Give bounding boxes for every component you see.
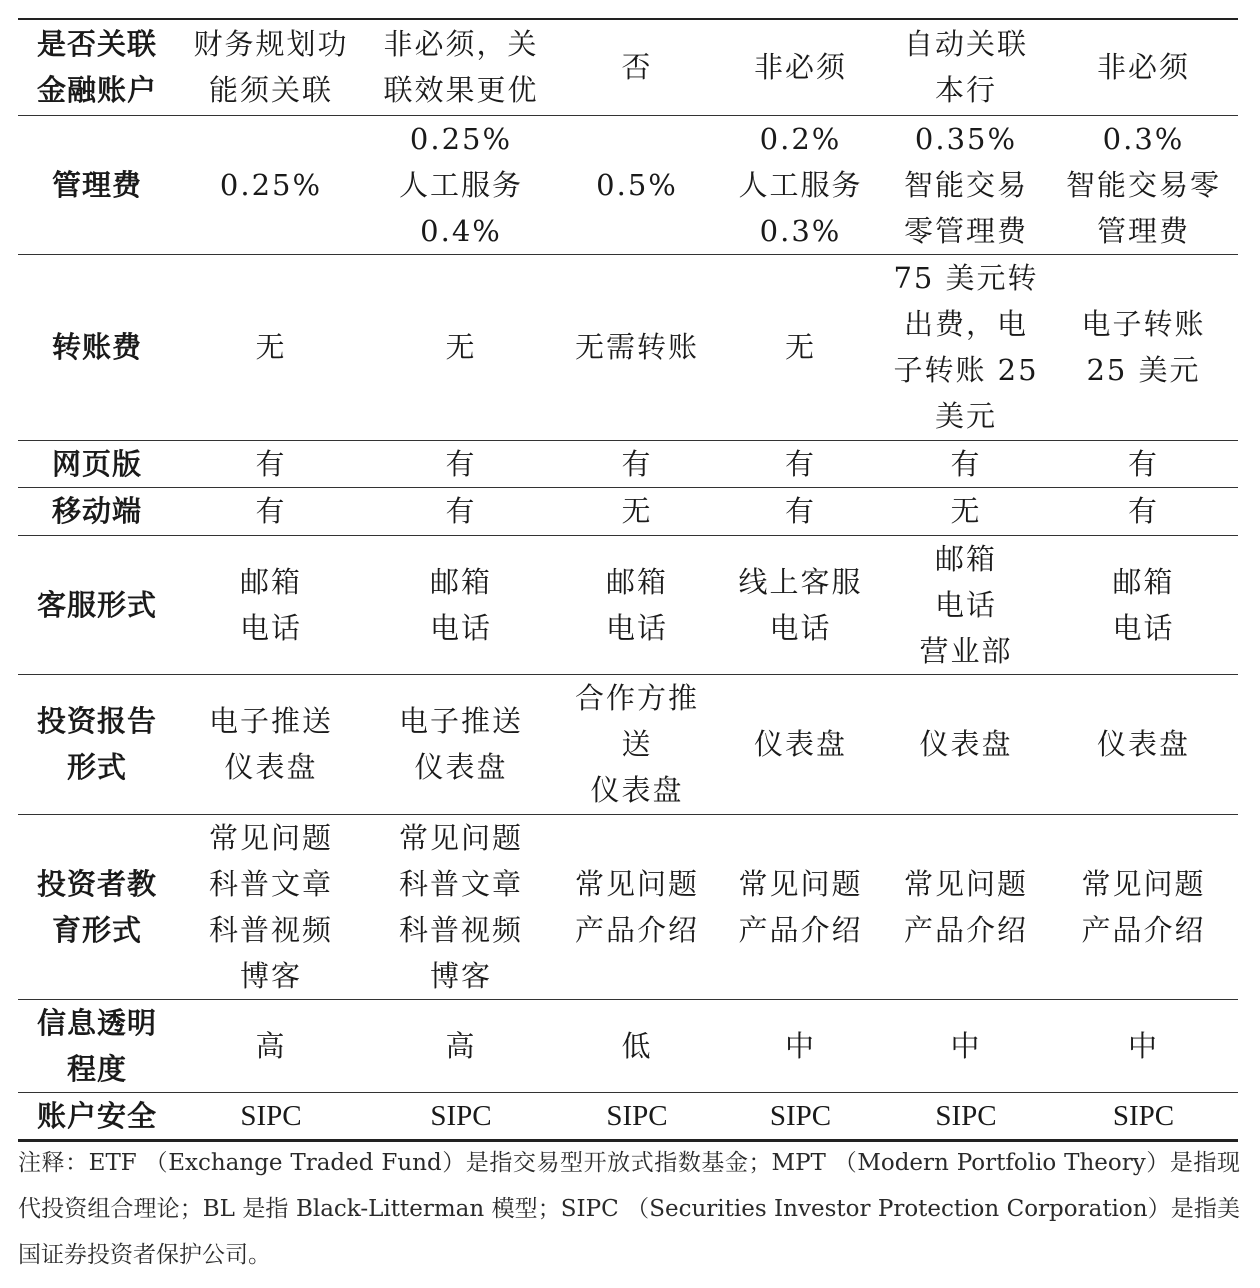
row-header-mobile: [18, 487, 176, 535]
row-header-link: [18, 19, 176, 115]
row-header-line: 投资者教: [36, 866, 157, 901]
cell-line: 电子推送: [208, 704, 333, 738]
cell-line: 管理费: [1096, 213, 1190, 248]
cell-line: 有: [445, 446, 477, 481]
table-row-security: [18, 1092, 1238, 1140]
cell-line: 仪表盘: [753, 727, 847, 761]
row-header-line: 移动端: [51, 494, 142, 528]
table-cell-web-5: [883, 440, 1049, 487]
table-cell-education-5: [883, 814, 1049, 999]
row-header-line: 投资报告: [36, 704, 157, 738]
table-cell-link-4: [718, 19, 883, 115]
row-header-line: 账户安全: [36, 1098, 157, 1133]
table-row-education: [18, 814, 1238, 999]
cell-line: 仪表盘: [1096, 727, 1190, 761]
cell-line: 高: [445, 1028, 477, 1063]
cell-line: 中: [1127, 1028, 1159, 1063]
table-cell-fee-1: [176, 115, 366, 254]
table-cell-transparency-3: [556, 999, 718, 1092]
cell-line: 出费，电: [903, 307, 1028, 341]
table-cell-web-1: [176, 440, 366, 487]
cell-line: SIPC: [240, 1099, 302, 1132]
cell-line: 0.25%: [409, 121, 513, 156]
table-cell-transfer-3: [556, 254, 718, 440]
table-cell-transparency-5: [883, 999, 1049, 1092]
cell-line: 25 美元: [1086, 353, 1201, 387]
cell-line: 非必须: [753, 50, 847, 85]
row-header-education: [18, 814, 176, 999]
cell-line: 能须关联: [208, 73, 333, 108]
cell-line: 产品介绍: [574, 912, 699, 947]
cell-line: 产品介绍: [903, 912, 1028, 947]
cell-line: 0.2%: [759, 121, 842, 156]
row-header-web: [18, 440, 176, 487]
cell-line: SIPC: [1112, 1099, 1175, 1132]
table-cell-fee-2: [366, 115, 556, 254]
cell-line: 低: [621, 1028, 653, 1063]
cell-line: 无: [255, 330, 287, 364]
cell-line: 财务规划功: [193, 27, 349, 62]
table-cell-web-4: [718, 440, 883, 487]
row-header-fee: [18, 115, 176, 254]
cell-line: 智能交易: [903, 167, 1028, 202]
cell-line: 人工服务: [738, 167, 863, 202]
table-cell-web-6: [1049, 440, 1238, 487]
cell-line: 电话: [1112, 610, 1175, 645]
table-row-transfer: [18, 254, 1238, 440]
cell-line: 线上客服: [738, 564, 863, 599]
table-cell-web-2: [366, 440, 556, 487]
table-row-transparency: [18, 999, 1238, 1092]
table-cell-report-6: [1049, 674, 1238, 814]
table-cell-link-6: [1049, 19, 1238, 115]
table-cell-transfer-6: [1049, 254, 1238, 440]
cell-line: 有: [1127, 494, 1159, 528]
cell-line: 有: [784, 446, 816, 481]
row-header-line: 程度: [66, 1051, 127, 1086]
cell-line: 电话: [769, 610, 832, 645]
row-header-line: 形式: [66, 750, 127, 784]
row-header-line: 育形式: [51, 912, 142, 947]
comparison-table-body: [18, 19, 1238, 1140]
table-cell-mobile-1: [176, 487, 366, 535]
table-cell-fee-4: [718, 115, 883, 254]
table-cell-link-3: [556, 19, 718, 115]
cell-line: 无: [445, 330, 477, 364]
cell-line: 仪表盘: [224, 750, 318, 784]
cell-line: 电话: [239, 610, 302, 645]
table-cell-transparency-4: [718, 999, 883, 1092]
cell-line: 无: [950, 494, 982, 528]
cell-line: 有: [621, 446, 653, 481]
cell-line: 0.5%: [596, 167, 678, 202]
cell-line: 科普视频: [208, 912, 333, 947]
table-cell-security-6: [1049, 1092, 1238, 1140]
row-header-security: [18, 1092, 176, 1140]
table-cell-service-4: [718, 535, 883, 674]
table-cell-security-4: [718, 1092, 883, 1140]
cell-line: 0.3%: [759, 213, 842, 248]
cell-line: 中: [784, 1028, 816, 1063]
cell-line: 电话: [934, 587, 997, 622]
cell-line: 电话: [605, 610, 668, 645]
row-header-line: 网页版: [51, 446, 142, 481]
cell-line: 常见问题: [738, 866, 863, 901]
table-row-service: [18, 535, 1238, 674]
table-cell-mobile-4: [718, 487, 883, 535]
table-cell-service-6: [1049, 535, 1238, 674]
table-cell-security-2: [366, 1092, 556, 1140]
cell-line: 常见问题: [208, 820, 333, 855]
table-row-link: [18, 19, 1238, 115]
table-cell-education-3: [556, 814, 718, 999]
row-header-transparency: [18, 999, 176, 1092]
cell-line: 无需转账: [574, 330, 699, 364]
cell-line: 智能交易零: [1065, 167, 1221, 202]
table-cell-transparency-6: [1049, 999, 1238, 1092]
cell-line: 有: [784, 494, 816, 528]
row-header-transfer: [18, 254, 176, 440]
table-cell-service-1: [176, 535, 366, 674]
cell-line: 常见问题: [574, 866, 699, 901]
cell-line: 邮箱: [934, 541, 997, 576]
table-cell-security-3: [556, 1092, 718, 1140]
table-cell-report-4: [718, 674, 883, 814]
table-cell-mobile-6: [1049, 487, 1238, 535]
cell-line: 邮箱: [1112, 564, 1175, 599]
table-cell-transfer-1: [176, 254, 366, 440]
table-cell-service-2: [366, 535, 556, 674]
table-cell-link-1: [176, 19, 366, 115]
cell-line: 零管理费: [903, 213, 1028, 248]
cell-line: 本行: [934, 73, 997, 108]
cell-line: 电话: [429, 610, 492, 645]
cell-line: 科普文章: [398, 866, 523, 901]
cell-line: 常见问题: [1081, 866, 1206, 901]
cell-line: 0.25%: [219, 167, 323, 202]
cell-line: 产品介绍: [738, 912, 863, 947]
cell-line: 科普视频: [398, 912, 523, 947]
cell-line: SIPC: [935, 1099, 997, 1132]
cell-line: 有: [1127, 446, 1159, 481]
row-header-line: 客服形式: [36, 587, 157, 622]
cell-line: 有: [445, 494, 477, 528]
cell-line: 有: [950, 446, 982, 481]
table-cell-education-6: [1049, 814, 1238, 999]
table-cell-report-2: [366, 674, 556, 814]
cell-line: 邮箱: [605, 564, 668, 599]
table-cell-report-5: [883, 674, 1049, 814]
table-cell-mobile-3: [556, 487, 718, 535]
row-header-line: 是否关联: [36, 27, 157, 62]
cell-line: 邮箱: [429, 564, 492, 599]
cell-line: 非必须，关: [383, 27, 539, 62]
table-cell-service-5: [883, 535, 1049, 674]
table-cell-transparency-1: [176, 999, 366, 1092]
table-cell-web-3: [556, 440, 718, 487]
cell-line: 0.4%: [420, 213, 502, 248]
table-cell-transparency-2: [366, 999, 556, 1092]
cell-line: 常见问题: [398, 820, 523, 855]
table-cell-mobile-2: [366, 487, 556, 535]
table-cell-service-3: [556, 535, 718, 674]
cell-line: 非必须: [1096, 50, 1190, 85]
cell-line: 有: [255, 494, 287, 528]
table-cell-fee-3: [556, 115, 718, 254]
cell-line: 产品介绍: [1081, 912, 1206, 947]
cell-line: 子转账 25: [893, 353, 1039, 387]
cell-line: 75 美元转: [893, 261, 1039, 295]
table-cell-transfer-2: [366, 254, 556, 440]
cell-line: 电子推送: [398, 704, 523, 738]
cell-line: 0.3%: [1102, 121, 1185, 156]
table-cell-education-4: [718, 814, 883, 999]
cell-line: 博客: [239, 958, 302, 993]
cell-line: SIPC: [430, 1099, 492, 1132]
cell-line: 高: [255, 1028, 287, 1063]
cell-line: 邮箱: [239, 564, 302, 599]
row-header-line: 转账费: [51, 330, 142, 364]
table-cell-education-1: [176, 814, 366, 999]
row-header-report: [18, 674, 176, 814]
table-cell-security-1: [176, 1092, 366, 1140]
table-row-fee: [18, 115, 1238, 254]
cell-line: 美元: [934, 399, 997, 433]
cell-line: 人工服务: [398, 167, 523, 202]
row-header-service: [18, 535, 176, 674]
table-cell-link-2: [366, 19, 556, 115]
row-header-line: 管理费: [51, 167, 142, 202]
footnote: 注释：ETF （Exchange Traded Fund）是指交易型开放式指数基金；MPT （Modern Portfolio Theory）是指现代投资组合理论；BL 是指 Black-Litterman 模型；SIPC （Securities Investor Protection Corporation）是指美国证券投资者保护公司。: [18, 1150, 1240, 1268]
cell-line: 无: [784, 330, 816, 364]
cell-line: 自动关联: [903, 27, 1028, 62]
cell-line: 合作方推: [574, 681, 699, 715]
table-cell-fee-5: [883, 115, 1049, 254]
cell-line: 博客: [429, 958, 492, 993]
cell-line: 0.35%: [914, 121, 1018, 156]
cell-line: 常见问题: [903, 866, 1028, 901]
table-cell-transfer-5: [883, 254, 1049, 440]
cell-line: 有: [255, 446, 287, 481]
cell-line: 仪表盘: [590, 773, 684, 807]
cell-line: SIPC: [769, 1099, 832, 1132]
cell-line: 仪表盘: [414, 750, 508, 784]
table-cell-report-1: [176, 674, 366, 814]
cell-line: 仪表盘: [919, 727, 1013, 761]
table-cell-fee-6: [1049, 115, 1238, 254]
cell-line: 中: [950, 1028, 982, 1063]
comparison-table: [18, 18, 1238, 1142]
table-row-web: [18, 440, 1238, 487]
table-cell-education-2: [366, 814, 556, 999]
table-cell-transfer-4: [718, 254, 883, 440]
table-cell-report-3: [556, 674, 718, 814]
cell-line: 联效果更优: [383, 73, 539, 108]
cell-line: 送: [621, 727, 653, 761]
cell-line: 否: [621, 50, 653, 85]
cell-line: SIPC: [606, 1099, 668, 1132]
table-row-mobile: [18, 487, 1238, 535]
cell-line: 营业部: [919, 633, 1013, 668]
row-header-line: 信息透明: [36, 1005, 157, 1040]
table-row-report: [18, 674, 1238, 814]
table-cell-mobile-5: [883, 487, 1049, 535]
cell-line: 无: [621, 494, 653, 528]
row-header-line: 金融账户: [36, 73, 157, 108]
cell-line: 科普文章: [208, 866, 333, 901]
table-cell-security-5: [883, 1092, 1049, 1140]
cell-line: 电子转账: [1081, 307, 1206, 341]
table-cell-link-5: [883, 19, 1049, 115]
